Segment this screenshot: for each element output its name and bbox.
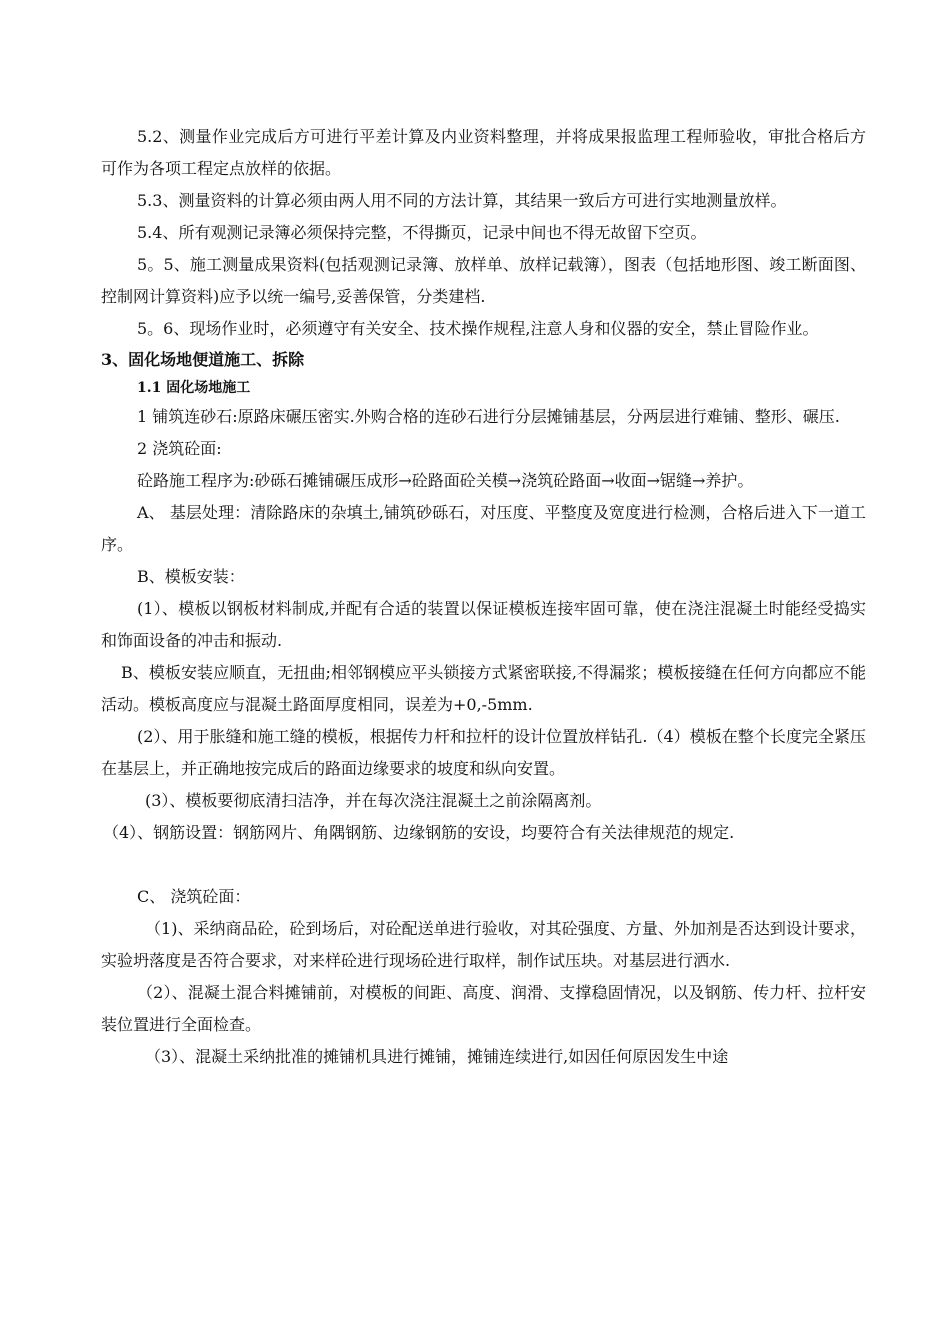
paragraph-lay-gravel: 1 铺筑连砂石:原路床碾压密实.外购合格的连砂石进行分层摊铺基层，分两层进行难铺、整形、碾压. (137, 407, 840, 426)
paragraph-5-3: 5.3、测量资料的计算必须由两人用不同的方法计算，其结果一致后方可进行实地测量放样。 (137, 191, 787, 210)
paragraph-5-4: 5.4、所有观测记录簿必须保持完整，不得撕页，记录中间也不得无故留下空页。 (137, 223, 707, 242)
paragraph-formwork-3: (3）、模板要彻底清扫洁净，并在每次浇注混凝土之前涂隔离剂。 (145, 791, 602, 810)
paragraph-procedure: 砼路施工程序为:砂砾石摊铺碾压成形→砼路面砼关模→浇筑砼路面→收面→锯缝→养护。 (137, 471, 754, 490)
paragraph-5-5: 5。5、施工测量成果资料(包括观测记录簿、放样单、放样记载簿），图表（包括地形图、竣工断面图、控制网计算资料)应予以统一编号,妥善保管，分类建档. (101, 255, 866, 306)
paragraph-pour-title: C、 浇筑砼面： (137, 887, 251, 906)
paragraph-pour-3: （3）、混凝土采纳批准的摊铺机具进行摊铺，摊铺连续进行,如因任何原因发生中途 (145, 1047, 729, 1066)
paragraph-pour-1: （1)、采纳商品砼，砼到场后，对砼配送单进行验收，对其砼强度、方量、外加剂是否达到设计要求，实验坍落度是否符合要求，对来样砼进行现场砼进行取样，制作试压块。对基层进行洒水. (101, 919, 866, 970)
paragraph-rebar: （4）、钢筋设置：钢筋网片、角隅钢筋、边缘钢筋的安设，均要符合有关法律规范的规定. (103, 823, 735, 842)
paragraph-5-2: 5.2、测量作业完成后方可进行平差计算及内业资料整理，并将成果报监理工程师验收，审批合格后方可作为各项工程定点放样的依据。 (101, 127, 866, 178)
section-heading: 3、固化场地便道施工、拆除 (101, 350, 305, 369)
paragraph-formwork-1: (1）、模板以钢板材料制成,并配有合适的装置以保证模板连接牢固可靠，使在浇注混凝土时能经受捣实和饰面设备的冲击和振动. (101, 599, 866, 650)
paragraph-pour-2: （2）、混凝土混合料摊铺前，对模板的间距、高度、润滑、支撑稳固情况，以及钢筋、传力杆、拉杆安装位置进行全面检查。 (101, 983, 866, 1034)
paragraph-pour-concrete: 2 浇筑砼面: (137, 439, 222, 458)
sub-heading: 1.1 固化场地施工 (137, 380, 251, 396)
paragraph-formwork-b: B、模板安装应顺直，无扭曲;相邻钢模应平头锁接方式紧密联接,不得漏浆；模板接缝在任何方向都应不能活动。模板高度应与混凝土路面厚度相同，误差为+0,-5mm. (101, 663, 866, 714)
document-content (101, 121, 866, 1073)
blank-line (101, 849, 866, 881)
paragraph-formwork-title: B、模板安装： (137, 567, 245, 586)
paragraph-5-6: 5。6、现场作业时，必须遵守有关安全、技术操作规程,注意人身和仪器的安全，禁止冒险作业。 (137, 319, 819, 338)
paragraph-formwork-2: (2）、用于胀缝和施工缝的模板，根据传力杆和拉杆的设计位置放样钻孔.（4）模板在整个长度完全紧压在基层上，并正确地按完成后的路面边缘要求的坡度和纵向安置。 (101, 727, 866, 778)
paragraph-base-treatment: A、 基层处理：清除路床的杂填土,铺筑砂砾石，对压度、平整度及宽度进行检测，合格后进入下一道工序。 (101, 503, 866, 554)
